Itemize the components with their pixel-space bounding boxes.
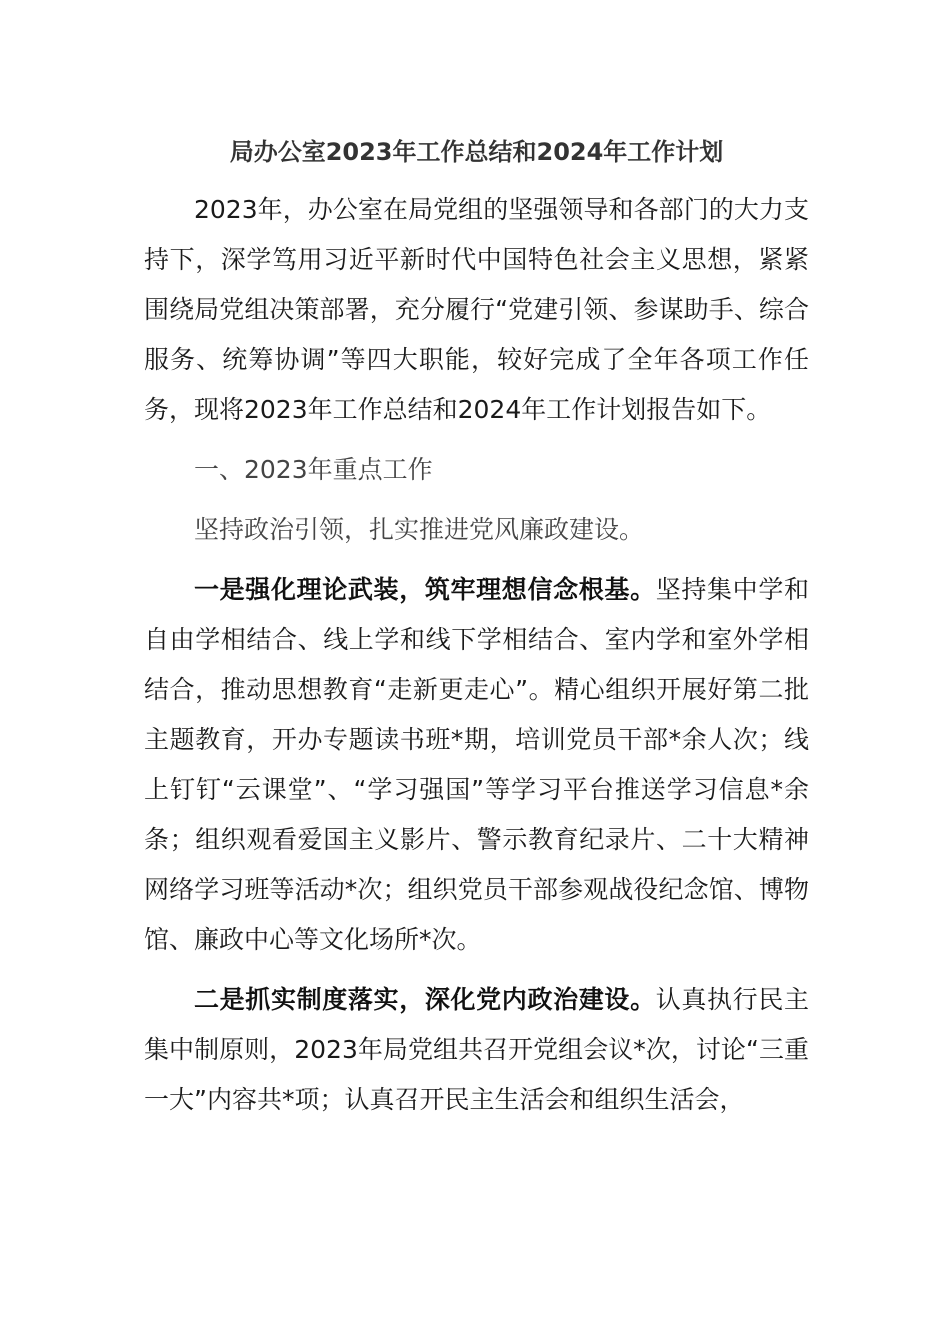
item-text-1: 坚持集中学和自由学相结合、线上学和线下学相结合、室内学和室外学相结合，推动思想教育“走新更走心”。精心组织开展好第二批主题教育，开办专题读书班*期，培训党员干部*余人次；线上钉钉“云课堂”、“学习强国”等学习平台推送学习信息*余条；组织观看爱国主义影片、警示教育纪录片、二十大精神网络学习班等活动*次；组织党员干部参观战役纪念馆、博物馆、廉政中心等文化场所*次。 <box>144 575 809 954</box>
section-heading: 一、2023年重点工作 <box>194 455 433 484</box>
item-lead-1: 一是强化理论武装，筑牢理想信念根基。 <box>194 575 656 604</box>
intro-paragraph: 2023年，办公室在局党组的坚强领导和各部门的大力支持下，深学笃用习近平新时代中国特色社会主义思想，紧紧围绕局党组决策部署，充分履行“党建引领、参谋助手、综合服务、统筹协调”等四大职能，较好完成了全年各项工作任务，现将2023年工作总结和2024年工作计划报告如下。 <box>144 195 809 424</box>
document-body <box>144 128 809 1125</box>
item-text-2: 认真执行民主集中制原则，2023年局党组共召开党组会议*次，讨论“三重一大”内容共*项；认真召开民主生活会和组织生活会， <box>144 985 809 1114</box>
item-paragraph-1 <box>144 565 809 965</box>
item-paragraph-2 <box>144 975 809 1125</box>
document-title: 局办公室2023年工作总结和2024年工作计划 <box>229 138 724 166</box>
item-lead-2: 二是抓实制度落实，深化党内政治建设。 <box>194 985 656 1014</box>
sub-heading: 坚持政治引领，扎实推进党风廉政建设。 <box>194 515 645 544</box>
